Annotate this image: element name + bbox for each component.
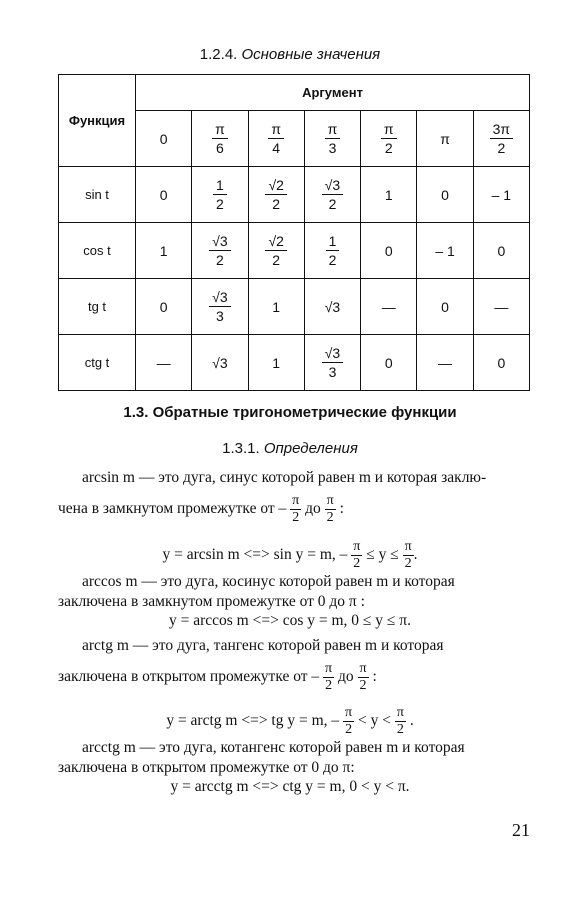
section-number: 1.3. — [123, 404, 149, 421]
arccos-line-2: заключена в замкнутом промежутке от 0 до π : — [58, 593, 365, 610]
value-cell: — — [473, 279, 529, 335]
arctg-formula-part-b: < y < — [358, 712, 391, 730]
fraction-pi-over-2: $\frac{\pi}{2}$ — [326, 493, 334, 525]
caption-number: 1.2.4. — [199, 46, 238, 63]
fraction-numerator: π — [212, 122, 228, 139]
value-cell — [192, 223, 248, 279]
fraction — [213, 178, 227, 211]
arccos-formula: y = arccos m <=> cos y = m, 0 ≤ y ≤ π. — [168, 612, 412, 629]
arctg-line-1: arctg m — это дуга, тангенс которой равен m и которая — [82, 637, 444, 654]
value-cell: — — [361, 279, 417, 335]
fraction-numerator: √2 — [265, 178, 286, 195]
fraction — [209, 290, 230, 323]
fraction-numerator: 1 — [326, 234, 340, 251]
function-name-cell: ctg t — [59, 335, 136, 391]
fraction — [381, 122, 397, 155]
value-cell: 1 — [248, 279, 304, 335]
fraction — [322, 178, 343, 211]
value-cell: – 1 — [473, 167, 529, 223]
fraction — [325, 122, 341, 155]
arctg-line-2-to: до — [338, 668, 354, 686]
section-title: Обратные тригонометрические функции — [152, 404, 457, 421]
fraction-denominator: 2 — [328, 196, 337, 212]
function-name-cell: tg t — [59, 279, 136, 335]
arccos-line-1: arccos m — это дуга, косинус которой равен m и которая — [82, 573, 455, 590]
fraction — [265, 234, 286, 267]
fraction-pi-over-2: $\frac{\pi}{2}$ — [359, 661, 367, 693]
value-cell: 0 — [136, 279, 192, 335]
fraction-numerator: π — [325, 122, 341, 139]
fraction-denominator: 2 — [497, 140, 506, 156]
trig-values-table — [58, 74, 530, 391]
value-cell — [304, 335, 360, 391]
fraction-denominator: 2 — [384, 140, 393, 156]
fraction-numerator: √3 — [322, 178, 343, 195]
table-row — [59, 279, 530, 335]
arctg-line-2-text: заключена в открытом промежутке от – — [58, 668, 320, 686]
section-heading — [0, 404, 580, 421]
caption-title: Основные значения — [241, 46, 381, 63]
fraction-numerator: √2 — [265, 234, 286, 251]
subsection-title: Определения — [263, 440, 358, 457]
fraction-denominator: 2 — [216, 196, 224, 212]
value-cell — [192, 279, 248, 335]
arctg-line-2: заключена в открытом промежутке от – $\frac{\pi}{2}$ до $\frac{\pi}{2}$ : — [58, 661, 377, 693]
arctg-formula-part-a: y = arctg m <=> tg y = m, – — [166, 712, 340, 730]
arcctg-definition — [58, 738, 530, 778]
fraction — [265, 178, 286, 211]
fraction-denominator: 6 — [216, 140, 224, 156]
fraction-numerator: √3 — [209, 234, 230, 251]
fraction — [209, 234, 230, 267]
value-cell — [192, 167, 248, 223]
argument-cell — [361, 111, 417, 167]
subsection-number: 1.3.1. — [222, 440, 260, 457]
argument-cell — [473, 111, 529, 167]
fraction-pi-over-2: $\frac{\pi}{2}$ — [292, 493, 300, 525]
subsection-heading — [0, 440, 580, 457]
arctg-formula: y = arctg m <=> tg y = m, – $\frac{\pi}{2}$ < y < $\frac{\pi}{2}$ . — [166, 705, 414, 737]
fraction — [322, 346, 343, 379]
value-cell — [304, 223, 360, 279]
table-caption — [0, 46, 580, 63]
value-cell: 0 — [417, 279, 473, 335]
value-cell: 0 — [361, 223, 417, 279]
fraction-pi-over-2: $\frac{\pi}{2}$ — [353, 539, 361, 571]
argument-header: Аргумент — [136, 75, 530, 111]
table-row — [59, 223, 530, 279]
value-cell: 0 — [136, 167, 192, 223]
fraction-denominator: 2 — [328, 252, 337, 268]
argument-cell: 0 — [136, 111, 192, 167]
arctg-definition — [58, 636, 530, 693]
value-cell — [248, 167, 304, 223]
fraction-denominator: 3 — [216, 308, 224, 324]
fraction-denominator: 2 — [272, 196, 281, 212]
argument-cell — [192, 111, 248, 167]
fraction-denominator: 2 — [272, 252, 281, 268]
fraction-denominator: 2 — [216, 252, 224, 268]
function-name-cell: cos t — [59, 223, 136, 279]
arcctg-line-2: заключена в открытом промежутке от 0 до π: — [58, 759, 355, 776]
arcsin-formula-part-b: ≤ y ≤ — [366, 546, 399, 564]
value-cell: 0 — [417, 167, 473, 223]
value-cell: – 1 — [417, 223, 473, 279]
arcsin-formula-part-a: y = arcsin m <=> sin y = m, – — [162, 546, 348, 564]
value-cell: 0 — [473, 223, 529, 279]
value-cell: 0 — [361, 335, 417, 391]
fraction-denominator: 4 — [272, 140, 281, 156]
fraction — [490, 122, 513, 155]
value-cell: √3 — [304, 279, 360, 335]
table-row — [59, 335, 530, 391]
arccos-definition — [58, 572, 530, 612]
fraction-pi-over-2: $\frac{\pi}{2}$ — [345, 705, 353, 737]
argument-cell — [304, 111, 360, 167]
fraction — [212, 122, 228, 155]
argument-cell: π — [417, 111, 473, 167]
arcsin-definition — [58, 468, 530, 525]
fraction-numerator: 1 — [213, 178, 227, 195]
fraction — [268, 122, 284, 155]
arcsin-line-2: чена в замкнутом промежутке от – $\frac{\pi}{2}$ до $\frac{\pi}{2}$ : — [58, 493, 344, 525]
fraction-numerator: π — [268, 122, 284, 139]
value-cell — [248, 223, 304, 279]
fraction-denominator: 3 — [328, 140, 337, 156]
arcctg-line-1: arcctg m — это дуга, котангенс которой равен m и которая — [82, 739, 465, 756]
table-row — [59, 167, 530, 223]
value-cell: — — [136, 335, 192, 391]
value-cell: 1 — [248, 335, 304, 391]
arcsin-line-2-text: чена в замкнутом промежутке от – — [58, 500, 287, 518]
value-cell — [304, 167, 360, 223]
fraction-pi-over-2: $\frac{\pi}{2}$ — [325, 661, 333, 693]
arcsin-line-1: arcsin m — это дуга, синус которой равен m и которая заклю- — [82, 469, 487, 486]
arcctg-formula: y = arcctg m <=> ctg y = m, 0 < y < π. — [170, 778, 410, 795]
page-number: 21 — [512, 820, 530, 840]
function-column-header: Функция — [59, 75, 136, 167]
fraction-numerator: √3 — [322, 346, 343, 363]
fraction-numerator: 3π — [490, 122, 513, 139]
value-cell: 0 — [473, 335, 529, 391]
fraction-pi-over-2: $\frac{\pi}{2}$ — [404, 539, 412, 571]
fraction-numerator: √3 — [209, 290, 230, 307]
arcsin-formula: y = arcsin m <=> sin y = m, – $\frac{\pi}{2}$ ≤ y ≤ $\frac{\pi}{2}$ . — [162, 539, 418, 571]
argument-cell — [248, 111, 304, 167]
value-cell: 1 — [361, 167, 417, 223]
arcsin-line-2-to: до — [305, 500, 321, 518]
fraction-denominator: 3 — [328, 364, 337, 380]
value-cell: √3 — [192, 335, 248, 391]
fraction-numerator: π — [381, 122, 397, 139]
value-cell: — — [417, 335, 473, 391]
fraction — [326, 234, 340, 267]
fraction-pi-over-2: $\frac{\pi}{2}$ — [396, 705, 404, 737]
function-name-cell: sin t — [59, 167, 136, 223]
value-cell: 1 — [136, 223, 192, 279]
